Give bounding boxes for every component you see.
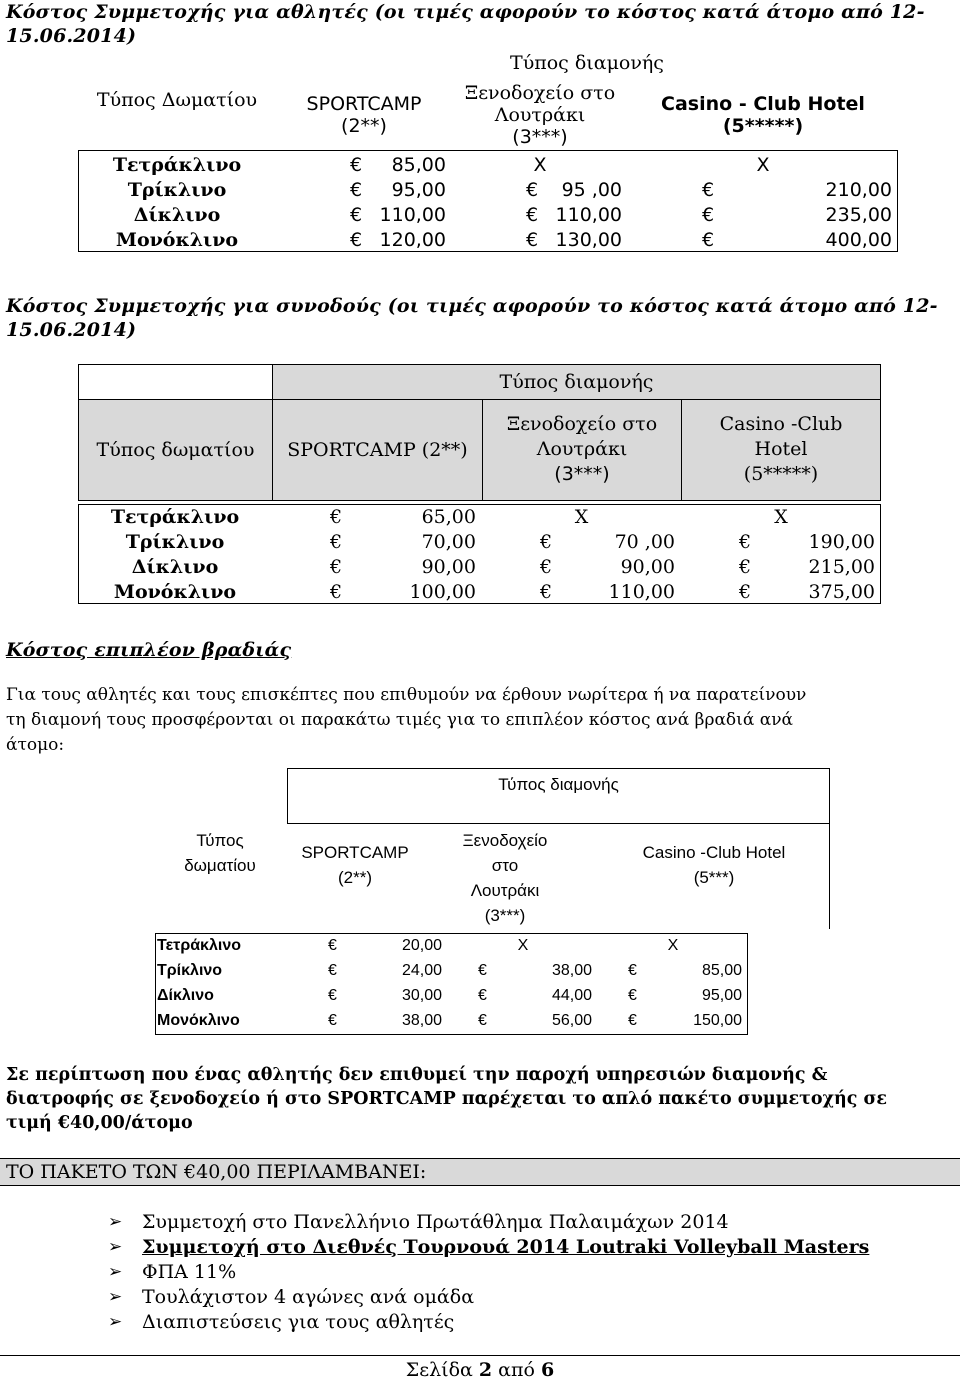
room-type-label: Μονόκλινο xyxy=(113,580,237,603)
stay-type-header: Τύπος διαμονής xyxy=(510,51,664,74)
arrow-bullet-icon: ➢ xyxy=(108,1287,123,1307)
euro-icon: € xyxy=(739,580,752,603)
price-value: 90,00 xyxy=(620,555,675,578)
price-value: 95 ,00 xyxy=(561,178,622,201)
euro-icon: € xyxy=(702,228,715,251)
table-row xyxy=(78,529,881,554)
price-value: 150,00 xyxy=(693,1011,742,1029)
room-type-label: Τετράκλινο xyxy=(110,505,240,528)
price-value: 130,00 xyxy=(555,228,622,251)
euro-icon: € xyxy=(628,961,637,979)
room-type-label: Τρίκλινο xyxy=(157,961,223,979)
price-value: 38,00 xyxy=(401,1011,442,1029)
euro-icon: € xyxy=(540,555,553,578)
euro-icon: € xyxy=(478,961,487,979)
companions-casino-hotel-header: Casino -Club Hotel (5*****) xyxy=(681,399,881,501)
price-value: 190,00 xyxy=(808,530,875,553)
extra-night-stay-type-header: Τύπος διαμονής xyxy=(287,768,830,824)
price-cell xyxy=(298,958,448,983)
price-value: 210,00 xyxy=(825,178,892,201)
price-cell xyxy=(276,152,452,177)
price-value: 375,00 xyxy=(808,580,875,603)
page-number-footer: Σελίδα 2 από 6 xyxy=(405,1359,555,1381)
room-type-label: Δίκλινο xyxy=(133,203,221,226)
table-row xyxy=(155,983,748,1008)
euro-icon: € xyxy=(350,153,363,176)
room-type-label: Τετράκλινο xyxy=(112,153,242,176)
euro-icon: € xyxy=(350,228,363,251)
table-row xyxy=(155,958,748,983)
price-cell xyxy=(482,554,681,579)
price-value: 65,00 xyxy=(421,505,476,528)
room-type-header: Τύπος Δωματίου xyxy=(96,89,258,111)
euro-icon: € xyxy=(739,530,752,553)
price-cell xyxy=(452,227,628,252)
price-value: 215,00 xyxy=(808,555,875,578)
euro-icon: € xyxy=(540,580,553,603)
price-value: 100,00 xyxy=(409,580,476,603)
basic-package-notice: Σε περίπτωση που ένας αθλητής δεν επιθυμεί την παροχή υπηρεσιών διαμονής & διατροφής σε ξενοδοχείο ή στο SPORTCAMP παρέχεται το απλό πακέτο συμμετοχής σε τιμή €40,00/άτομο xyxy=(6,1065,888,1133)
table-row xyxy=(78,202,898,227)
athletes-price-rows xyxy=(78,152,898,252)
euro-icon: € xyxy=(328,936,337,954)
price-cell xyxy=(598,1008,748,1033)
price-value: 110,00 xyxy=(608,580,675,603)
price-cell xyxy=(452,177,628,202)
footer-divider xyxy=(0,1355,960,1356)
companions-price-rows xyxy=(78,504,881,604)
price-cell xyxy=(628,202,898,227)
price-value: 70,00 xyxy=(421,530,476,553)
not-available-cell: X xyxy=(574,505,589,528)
price-value: 85,00 xyxy=(701,961,742,979)
companions-room-type-header: Τύπος δωματίου xyxy=(78,399,273,501)
price-cell xyxy=(276,227,452,252)
extra-night-room-type-header: Τύπος δωματίου xyxy=(184,831,256,875)
companions-cost-heading xyxy=(6,294,938,342)
package-item: ➢ Συμμετοχή στο Διεθνές Τουρνουά 2014 Loutraki Volleyball Masters xyxy=(108,1236,870,1258)
price-cell xyxy=(598,983,748,1008)
package-items-list xyxy=(108,1210,869,1335)
room-type-label: Δίκλινο xyxy=(157,986,214,1004)
price-cell xyxy=(276,202,452,227)
not-available-cell: X xyxy=(667,936,679,954)
price-cell xyxy=(448,1008,598,1033)
loutraki-hotel-col-header: Ξενοδοχείο στο Λουτράκι (3***) xyxy=(464,81,616,148)
extra-night-price-table xyxy=(155,933,748,1033)
euro-icon: € xyxy=(478,986,487,1004)
extra-night-casino-hotel-header: Casino -Club Hotel (5***) xyxy=(642,843,786,887)
room-type-label: Τετράκλινο xyxy=(157,936,241,954)
arrow-bullet-icon: ➢ xyxy=(108,1312,123,1332)
price-cell xyxy=(482,579,681,604)
not-available-cell: X xyxy=(517,936,529,954)
price-cell xyxy=(272,554,482,579)
arrow-bullet-icon: ➢ xyxy=(108,1212,123,1232)
package-title-bar: ΤΟ ΠΑΚΕΤΟ ΤΩΝ €40,00 ΠΕΡΙΛΑΜΒΑΝΕΙ: xyxy=(0,1158,960,1186)
price-cell xyxy=(628,227,898,252)
athletes-price-table xyxy=(78,48,898,252)
price-value: 44,00 xyxy=(551,986,592,1004)
package-item: ➢ Διαπιστεύσεις για τους αθλητές xyxy=(108,1311,455,1333)
room-type-label: Δίκλινο xyxy=(131,555,219,578)
price-value: 90,00 xyxy=(421,555,476,578)
price-value: 30,00 xyxy=(401,986,442,1004)
euro-icon: € xyxy=(526,203,539,226)
price-cell xyxy=(482,529,681,554)
package-item: ➢ Τουλάχιστον 4 αγώνες ανά ομάδα xyxy=(108,1286,475,1308)
athletes-cost-heading-line1: Κόστος Συμμετοχής για αθλητές (οι τιμές αφορούν το κόστος κατά άτομο από 12- xyxy=(6,1,925,23)
extra-night-loutraki-hotel-header: Ξενοδοχείο στο Λουτράκι (3***) xyxy=(462,831,548,925)
price-value: 400,00 xyxy=(825,228,892,251)
price-cell xyxy=(448,958,598,983)
companions-sportcamp-header: SPORTCAMP (2**) xyxy=(272,399,483,501)
price-cell xyxy=(272,529,482,554)
price-value: 110,00 xyxy=(555,203,622,226)
price-cell xyxy=(272,579,482,604)
table-row xyxy=(155,1008,748,1033)
euro-icon: € xyxy=(350,203,363,226)
price-cell xyxy=(272,504,482,529)
table-row xyxy=(78,152,898,177)
euro-icon: € xyxy=(350,178,363,201)
table-row xyxy=(78,227,898,252)
table-row xyxy=(78,579,881,604)
price-value: 70 ,00 xyxy=(614,530,675,553)
price-value: 85,00 xyxy=(391,153,446,176)
room-type-label: Τρίκλινο xyxy=(125,530,225,553)
companions-cost-heading-line1: Κόστος Συμμετοχής για συνοδούς (οι τιμές αφορούν το κόστος κατά άτομο από 12- xyxy=(6,295,938,317)
companions-loutraki-hotel-header: Ξενοδοχείο στο Λουτράκι (3***) xyxy=(482,399,682,501)
extra-night-price-rows xyxy=(155,933,748,1033)
price-cell xyxy=(448,983,598,1008)
price-cell xyxy=(276,177,452,202)
extra-night-heading: Κόστος επιπλέον βραδιάς xyxy=(6,639,292,661)
companions-cost-heading-line2: 15.06.2014) xyxy=(6,319,137,341)
price-cell xyxy=(298,1008,448,1033)
euro-icon: € xyxy=(478,1011,487,1029)
extra-night-paragraph: Για τους αθλητές και τους επισκέπτες που επιθυμούν να έρθουν νωρίτερα ή να παρατείνουν τη διαμονή τους προσφέρονται οι παρακάτω τιμές για το επιπλέον κόστος ανά βραδιά ανά άτομο: xyxy=(6,685,807,755)
price-cell xyxy=(681,579,881,604)
price-cell xyxy=(598,958,748,983)
sportcamp-col-header: SPORTCAMP (2**) xyxy=(306,92,422,137)
price-value: 95,00 xyxy=(701,986,742,1004)
companions-table-corner xyxy=(78,364,273,400)
companions-stay-type-header: Τύπος διαμονής xyxy=(272,364,881,400)
table-row xyxy=(155,933,748,958)
euro-icon: € xyxy=(702,178,715,201)
price-value: 38,00 xyxy=(551,961,592,979)
price-cell xyxy=(681,529,881,554)
euro-icon: € xyxy=(328,986,337,1004)
arrow-bullet-icon: ➢ xyxy=(108,1237,123,1257)
price-value: 95,00 xyxy=(391,178,446,201)
euro-icon: € xyxy=(540,530,553,553)
price-cell xyxy=(628,177,898,202)
price-cell xyxy=(298,933,448,958)
room-type-label: Μονόκλινο xyxy=(157,1011,240,1029)
price-value: 56,00 xyxy=(551,1011,592,1029)
price-cell xyxy=(681,554,881,579)
package-item: ➢ Συμμετοχή στο Πανελλήνιο Πρωτάθλημα Παλαιμάχων 2014 xyxy=(108,1211,729,1233)
room-type-label: Μονόκλινο xyxy=(115,228,239,251)
athletes-cost-heading-line2: 15.06.2014) xyxy=(6,25,137,47)
package-item: ➢ ΦΠΑ 11% xyxy=(108,1261,237,1283)
not-available-cell: X xyxy=(756,153,770,176)
price-cell xyxy=(452,202,628,227)
euro-icon: € xyxy=(526,228,539,251)
price-value: 110,00 xyxy=(379,203,446,226)
euro-icon: € xyxy=(330,530,343,553)
euro-icon: € xyxy=(526,178,539,201)
price-value: 235,00 xyxy=(825,203,892,226)
euro-icon: € xyxy=(328,961,337,979)
price-value: 20,00 xyxy=(401,936,442,954)
not-available-cell: X xyxy=(533,153,547,176)
extra-night-sportcamp-header: SPORTCAMP (2**) xyxy=(301,843,409,887)
euro-icon: € xyxy=(702,203,715,226)
room-type-label: Τρίκλινο xyxy=(127,178,227,201)
table-row xyxy=(78,177,898,202)
euro-icon: € xyxy=(330,580,343,603)
price-cell xyxy=(298,983,448,1008)
casino-hotel-col-header: Casino - Club Hotel (5*****) xyxy=(661,92,865,137)
price-value: 24,00 xyxy=(401,961,442,979)
euro-icon: € xyxy=(628,1011,637,1029)
euro-icon: € xyxy=(330,555,343,578)
companions-price-table xyxy=(78,504,881,604)
table-row xyxy=(78,554,881,579)
euro-icon: € xyxy=(330,505,343,528)
euro-icon: € xyxy=(328,1011,337,1029)
arrow-bullet-icon: ➢ xyxy=(108,1262,123,1282)
table-row xyxy=(78,504,881,529)
price-value: 120,00 xyxy=(379,228,446,251)
not-available-cell: X xyxy=(774,505,788,528)
euro-icon: € xyxy=(739,555,752,578)
athletes-cost-heading xyxy=(6,0,925,48)
euro-icon: € xyxy=(628,986,637,1004)
